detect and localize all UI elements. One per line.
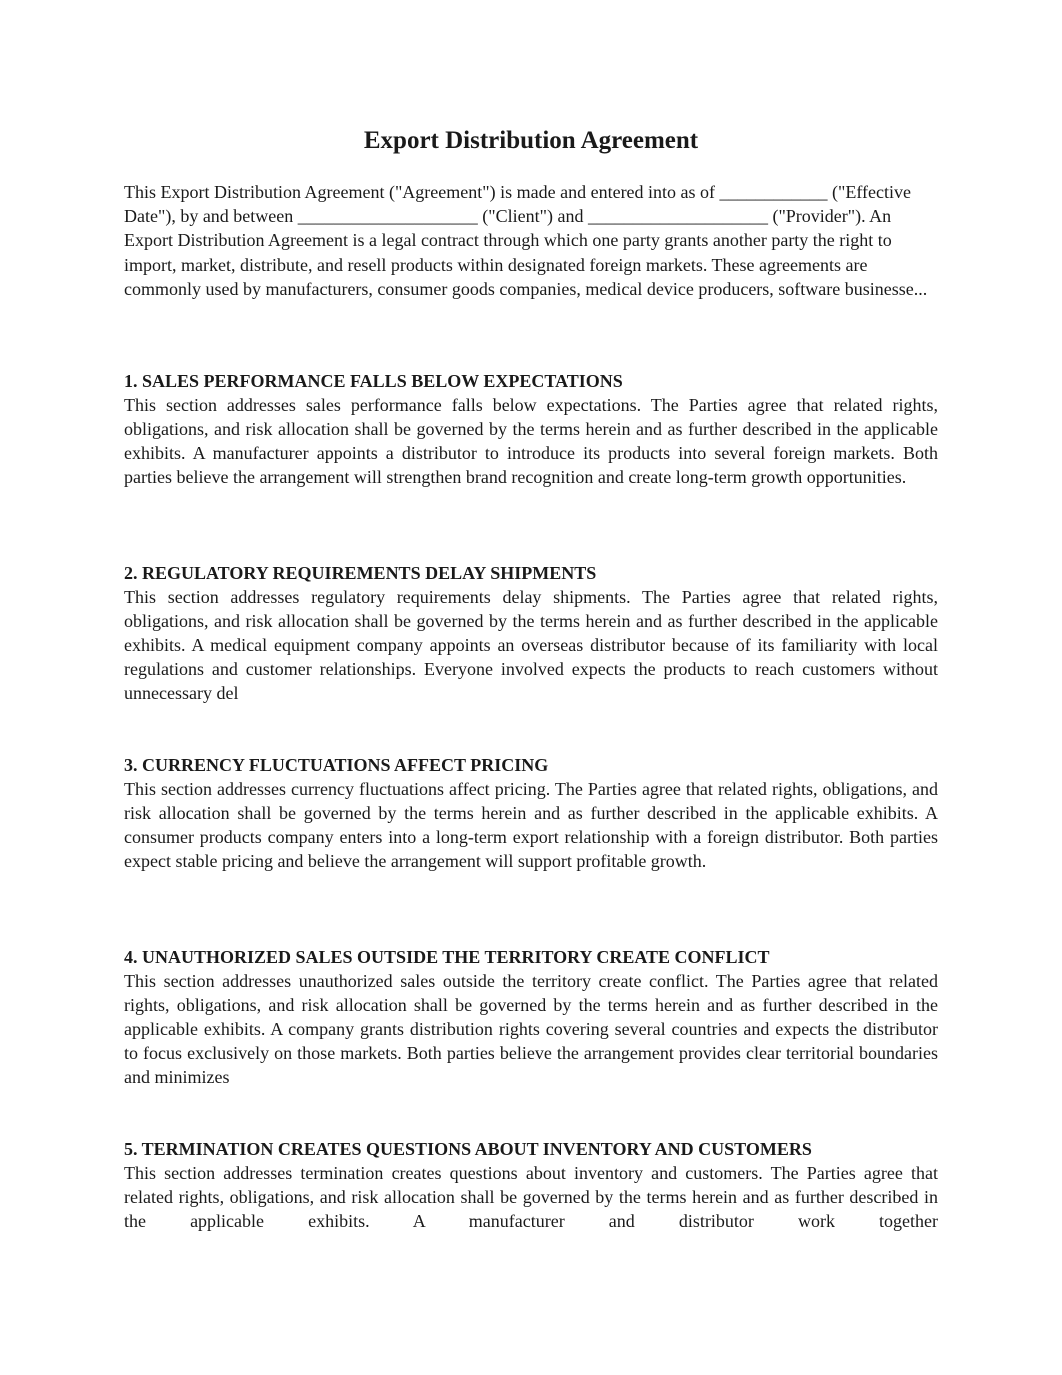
document-title: Export Distribution Agreement [363,127,699,154]
section-heading: 5. TERMINATION CREATES QUESTIONS ABOUT INVENTORY AND CUSTOMERS [124,1139,812,1159]
section-3 [124,753,938,873]
section-body: This section addresses termination creates questions about inventory and customers. The Parties agree that related rights, obligations, and risk allocation shall be governed by the terms herein and as further described in the applicable exhibits. A manufacturer and distributor work together [124,1163,938,1231]
section-5 [124,1137,938,1233]
section-4 [124,945,938,1089]
section-body: This section addresses sales performance falls below expectations. The Parties agree that related rights, obligations, and risk allocation shall be governed by the terms herein and as further described in the applicable exhibits. A manufacturer appoints a distributor to introduce its products into several foreign markets. Both parties believe the arrangement will strengthen brand recognition and create long-term growth opportunities. [124,395,938,487]
section-heading: 1. SALES PERFORMANCE FALLS BELOW EXPECTATIONS [124,371,623,391]
section-body: This section addresses currency fluctuations affect pricing. The Parties agree that related rights, obligations, and risk allocation shall be governed by the terms herein and as further described in the applicable exhibits. A consumer products company enters into a long-term export relationship with a foreign distributor. Both parties expect stable pricing and believe the arrangement will support profitable growth. [124,779,938,871]
section-heading: 4. UNAUTHORIZED SALES OUTSIDE THE TERRITORY CREATE CONFLICT [124,947,770,967]
section-body: This section addresses unauthorized sales outside the territory create conflict. The Parties agree that related rights, obligations, and risk allocation shall be governed by the terms herein and as further described in the applicable exhibits. A company grants distribution rights covering several countries and expects the distributor to focus exclusively on those markets. Both parties believe the arrangement provides clear territorial boundaries and minimizes [124,971,938,1087]
section-1 [124,369,938,489]
intro-paragraph: This Export Distribution Agreement ("Agreement") is made and entered into as of ____________ ("Effective Date"), by and between ____________________ ("Client") and ____________________ ("Provider"). An Export Distribution Agreement is a legal contract through which one party grants another party the right to import, market, distribute, and resell products within designated foreign markets. These agreements are commonly used by manufacturers, consumer goods companies, medical device producers, software businesse... [124,182,928,299]
section-heading: 3. CURRENCY FLUCTUATIONS AFFECT PRICING [124,755,549,775]
section-body: This section addresses regulatory requirements delay shipments. The Parties agree that related rights, obligations, and risk allocation shall be governed by the terms herein and as further described in the applicable exhibits. A medical equipment company appoints an overseas distributor because of its familiarity with local regulations and customer relationships. Everyone involved expects the products to reach customers without unnecessary del [124,587,938,703]
section-heading: 2. REGULATORY REQUIREMENTS DELAY SHIPMENTS [124,563,597,583]
section-2 [124,561,938,705]
